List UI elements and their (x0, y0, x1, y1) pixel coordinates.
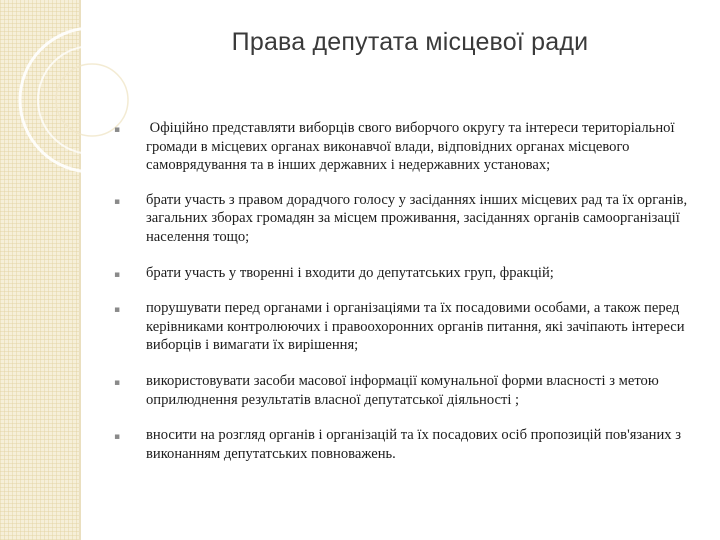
list-item-text: вносити на розгляд органів і організацій та їх посадових осіб пропозицій пов'язаних з виконанням депутатських повноважень. (146, 427, 681, 462)
bullet-icon: ▪ (114, 432, 121, 443)
list-item-text: Офіційно представляти виборців свого виборчого округу та інтереси територіальної громади в місцевих органах виконавчої влади, відповідних органах місцевого самоврядування та в інших державних і недержавних установах; (146, 120, 679, 174)
list-item (114, 372, 694, 409)
slide-title: Права депутата місцевої ради (231, 28, 589, 56)
list-item-text: використовувати засоби масової інформації комунальної форми власності з метою оприлюднення результатів власної депутатської діяльності ; (146, 372, 659, 408)
bullet-icon: ▪ (114, 125, 121, 135)
list-item (114, 191, 694, 247)
rights-list (114, 119, 694, 463)
list-item-text: порушувати перед органами і організаціями та їх посадовими особами, а також перед керівниками контролюючих і правоохоронних органів питання, які зачіпають інтереси виборців і вимагати їх вирішення; (146, 300, 685, 354)
list-item (114, 299, 694, 355)
list-item (114, 119, 694, 175)
list-item-text: брати участь у творенні і входити до депутатських груп, фракцій; (146, 264, 554, 281)
bullet-icon: ▪ (114, 196, 121, 207)
bullet-icon: ▪ (114, 269, 121, 280)
bullet-icon: ▪ (114, 377, 121, 388)
list-item (114, 426, 694, 463)
bullet-icon: ▪ (114, 305, 121, 316)
list-item-text: брати участь з правом дорадчого голосу у засіданнях інших місцевих рад та їх органів, загальних зборах громадян за місцем проживання, засіданнях органів самоорганізації населення тощо; (146, 191, 688, 245)
list-item (114, 264, 694, 283)
